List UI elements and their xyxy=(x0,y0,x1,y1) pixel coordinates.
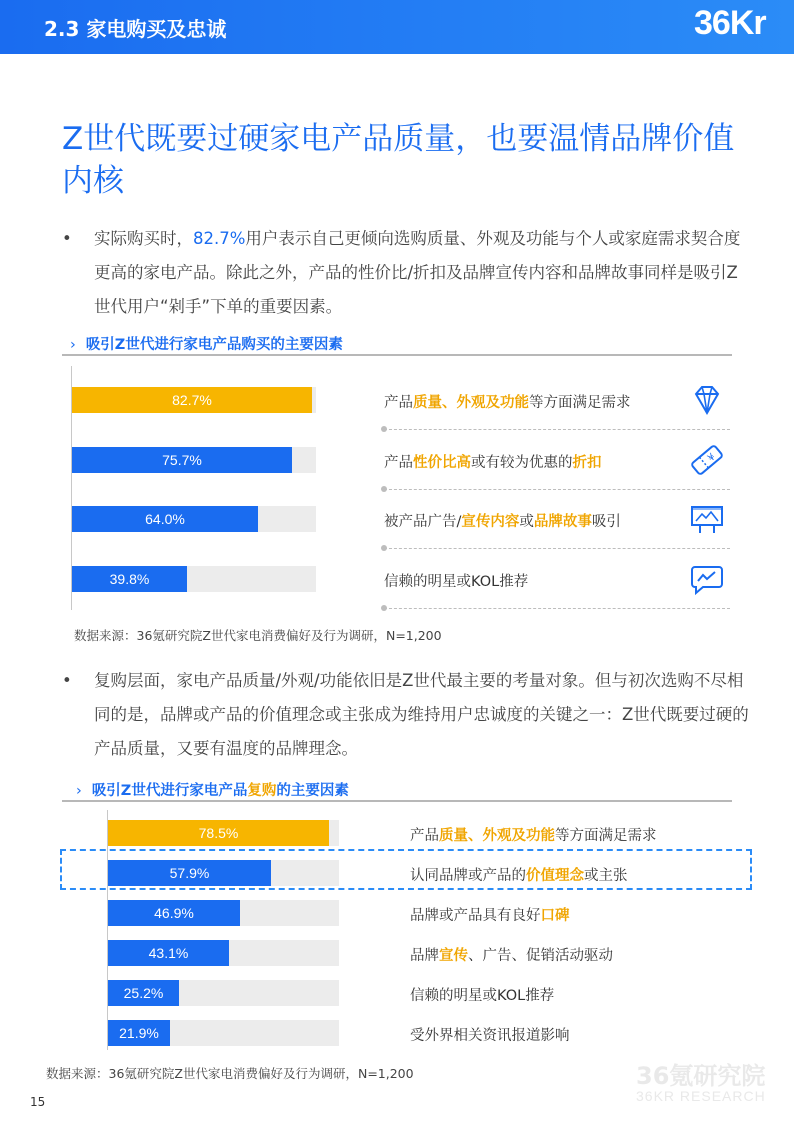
bar-5: 25.2% xyxy=(108,980,179,1006)
bullet-dot: • xyxy=(62,229,72,248)
chart-2-title-rule xyxy=(62,800,732,802)
chart-2-source: 数据来源：36氪研究院Z世代家电消费偏好及行为调研，N=1,200 xyxy=(46,1066,414,1081)
watermark-en: 36KR RESEARCH xyxy=(636,1088,766,1104)
chevron-right-icon: › xyxy=(70,337,76,353)
factor-label-1: 产品质量、外观及功能等方面满足需求 xyxy=(384,395,631,411)
factor-label-4: 信赖的明星或KOL推荐 xyxy=(384,573,529,590)
chart-1-title-rule xyxy=(62,354,732,356)
chart-1-source: 数据来源：36氪研究院Z世代家电消费偏好及行为调研，N=1,200 xyxy=(74,628,442,643)
row-separator xyxy=(384,548,730,549)
bar-1: 82.7% xyxy=(72,387,312,413)
bar-4: 43.1% xyxy=(108,940,229,966)
bar-2: 57.9% xyxy=(108,860,271,886)
factor-label-3: 品牌或产品具有良好口碑 xyxy=(410,908,570,924)
bar-1: 78.5% xyxy=(108,820,329,846)
factor-label-6: 受外界相关资讯报道影响 xyxy=(410,1028,570,1044)
bar-2: 75.7% xyxy=(72,447,292,473)
page-number: 15 xyxy=(30,1095,46,1109)
row-separator xyxy=(384,608,730,609)
headline: Z世代既要过硬家电产品质量，也要温情品牌价值内核 xyxy=(62,121,735,199)
bullet-2 xyxy=(62,664,752,766)
watermark-cn: 36氪研究院 xyxy=(636,1062,766,1090)
factor-label-4: 品牌宣传、广告、促销活动驱动 xyxy=(410,948,613,964)
bar-3: 64.0% xyxy=(72,506,258,532)
svg-text:¥: ¥ xyxy=(705,451,718,464)
factor-label-3: 被产品广告/宣传内容或品牌故事吸引 xyxy=(384,514,621,530)
factor-label-2: 认同品牌或产品的价值理念或主张 xyxy=(410,868,628,884)
bullet-dot: • xyxy=(62,671,72,690)
chart-2-title: › 吸引Z世代进行家电产品复购的主要因素 xyxy=(76,783,349,799)
bar-6: 21.9% xyxy=(108,1020,170,1046)
bar-4: 39.8% xyxy=(72,566,187,592)
bullet-text: 复购层面，家电产品质量/外观/功能依旧是Z世代最主要的考量对象。但与初次选购不尽相同的是，品牌或产品的价值理念或主张成为维持用户忠诚度的关键之一：Z世代既要过硬的产品质量，又要有温度的品牌理念。 xyxy=(94,671,749,758)
chart-1-title: › 吸引Z世代进行家电产品购买的主要因素 xyxy=(70,337,343,353)
bar-3: 46.9% xyxy=(108,900,240,926)
diamond-icon xyxy=(689,382,725,418)
header-bar xyxy=(0,0,794,54)
row-separator xyxy=(384,429,730,430)
row-separator xyxy=(384,489,730,490)
bullet-1 xyxy=(62,222,752,324)
billboard-icon xyxy=(689,501,725,537)
chart-2-axis xyxy=(107,810,108,1050)
discount-tag-icon xyxy=(689,442,725,478)
section-title: 2.3 家电购买及忠诚 xyxy=(44,17,227,41)
factor-label-2: 产品性价比高或有较为优惠的折扣 xyxy=(384,454,602,471)
chevron-right-icon: › xyxy=(76,783,82,799)
logo: 36Kr xyxy=(694,4,766,42)
factor-label-5: 信赖的明星或KOL推荐 xyxy=(410,988,555,1004)
bullet-text: 实际购买时，82.7%用户表示自己更倾向选购质量、外观及功能与个人或家庭需求契合度更高的家电产品。除此之外，产品的性价比/折扣及品牌宣传内容和品牌故事同样是吸引Z世代用户“剁手”下单的重要因素。 xyxy=(94,229,741,316)
chat-bubble-icon xyxy=(689,561,725,597)
factor-label-1: 产品质量、外观及功能等方面满足需求 xyxy=(410,828,657,844)
